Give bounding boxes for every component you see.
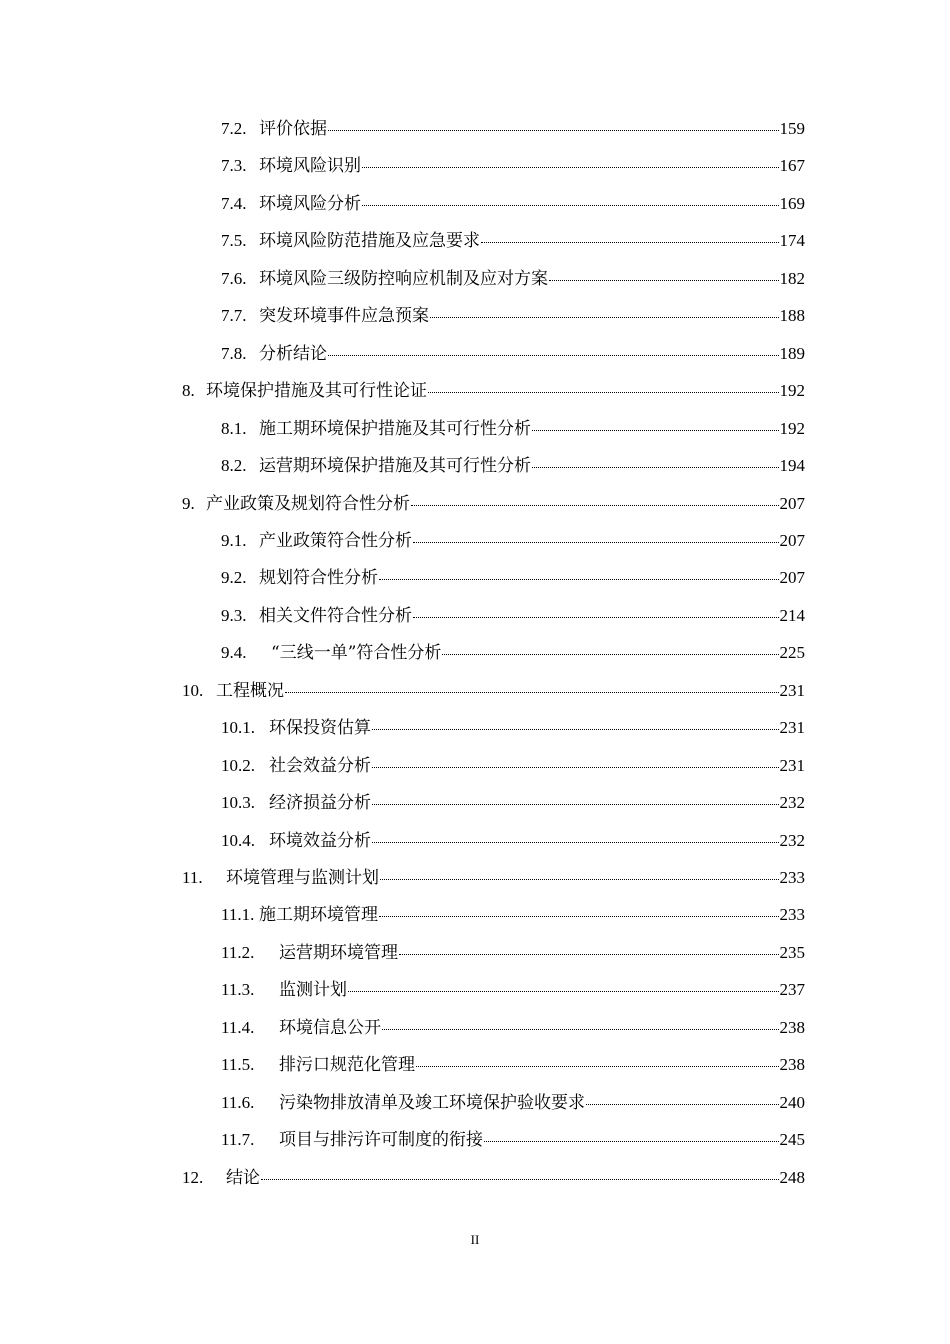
toc-dot-leader	[382, 1013, 779, 1033]
toc-entry-page-number: 192	[779, 419, 805, 438]
toc-entry-number: 10.4.	[221, 831, 255, 850]
toc-entry-title: 分析结论	[259, 344, 327, 364]
toc-entry-title: “三线一单”符合性分析	[271, 643, 442, 663]
toc-entry-page-number: 169	[779, 194, 805, 213]
toc-entry-number: 11.7.	[221, 1130, 255, 1149]
toc-entry-number: 9.	[182, 494, 195, 513]
toc-entry-title: 施工期环境管理	[259, 905, 378, 925]
toc-entry[interactable]	[221, 451, 805, 476]
toc-dot-leader	[430, 301, 779, 321]
toc-entry-title: 环境保护措施及其可行性论证	[206, 381, 427, 401]
toc-entry[interactable]	[221, 339, 805, 364]
toc-entry-title: 产业政策符合性分析	[259, 531, 412, 551]
toc-dot-leader	[379, 900, 779, 920]
toc-entry-number: 8.1.	[221, 419, 247, 438]
toc-entry-title: 环境风险防范措施及应急要求	[259, 231, 480, 251]
toc-dot-leader	[380, 863, 779, 883]
toc-entry-number: 9.1.	[221, 531, 247, 550]
toc-entry-page-number: 245	[779, 1130, 805, 1149]
toc-entry-page-number: 248	[779, 1168, 805, 1187]
toc-entry-title: 经济损益分析	[269, 793, 371, 813]
toc-entry-title: 社会效益分析	[269, 756, 371, 776]
toc-entry-number: 10.3.	[221, 793, 255, 812]
toc-dot-leader	[379, 563, 779, 583]
toc-dot-leader	[411, 489, 779, 509]
toc-entry-page-number: 231	[779, 718, 805, 737]
toc-dot-leader	[348, 975, 779, 995]
toc-entry[interactable]	[182, 863, 805, 888]
toc-dot-leader	[586, 1088, 779, 1108]
toc-entry-title: 运营期环境管理	[279, 943, 398, 963]
toc-entry-title: 结论	[226, 1168, 260, 1188]
toc-entry[interactable]	[221, 114, 805, 139]
toc-entry-page-number: 214	[779, 606, 805, 625]
toc-entry-title: 污染物排放清单及竣工环境保护验收要求	[279, 1093, 585, 1113]
toc-entry-number: 7.2.	[221, 119, 247, 138]
toc-entry-number: 7.8.	[221, 344, 247, 363]
toc-entry[interactable]	[221, 713, 805, 738]
toc-entry-number: 9.4.	[221, 643, 247, 662]
toc-entry-page-number: 174	[779, 231, 805, 250]
toc-entry-number: 11.3.	[221, 980, 255, 999]
toc-entry-title: 工程概况	[216, 681, 284, 701]
toc-dot-leader	[442, 638, 778, 658]
toc-entry-number: 9.3.	[221, 606, 247, 625]
toc-entry-page-number: 232	[779, 831, 805, 850]
toc-dot-leader	[481, 226, 779, 246]
toc-dot-leader	[328, 339, 779, 359]
toc-entry[interactable]	[221, 788, 805, 813]
toc-entry-number: 10.	[182, 681, 204, 700]
toc-dot-leader	[328, 114, 779, 134]
toc-entry[interactable]	[221, 526, 805, 551]
toc-dot-leader	[532, 414, 779, 434]
toc-entry-number: 7.6.	[221, 269, 247, 288]
toc-entry-title: 突发环境事件应急预案	[259, 306, 429, 326]
toc-entry-page-number: 231	[779, 681, 805, 700]
toc-entry[interactable]	[221, 1088, 805, 1113]
toc-entry[interactable]	[221, 414, 805, 439]
toc-entry-number: 9.2.	[221, 568, 247, 587]
toc-entry-page-number: 238	[779, 1018, 805, 1037]
toc-entry-page-number: 232	[779, 793, 805, 812]
toc-entry[interactable]	[221, 826, 805, 851]
toc-entry-page-number: 233	[779, 905, 805, 924]
toc-entry-number: 11.	[182, 868, 203, 887]
toc-entry-title: 排污口规范化管理	[279, 1055, 415, 1075]
toc-dot-leader	[413, 526, 779, 546]
toc-entry-number: 10.1.	[221, 718, 255, 737]
toc-entry-page-number: 188	[779, 306, 805, 325]
toc-entry[interactable]	[221, 563, 805, 588]
toc-entry[interactable]	[221, 1050, 805, 1075]
toc-entry[interactable]	[221, 189, 805, 214]
toc-entry-page-number: 194	[779, 456, 805, 475]
toc-entry-title: 环境风险识别	[259, 156, 361, 176]
toc-entry-title: 评价依据	[259, 119, 327, 139]
toc-dot-leader	[372, 788, 779, 808]
toc-entry[interactable]	[221, 601, 805, 626]
toc-entry[interactable]	[221, 151, 805, 176]
toc-entry[interactable]	[221, 1013, 805, 1038]
toc-entry-number: 11.5.	[221, 1055, 255, 1074]
toc-entry-title: 施工期环境保护措施及其可行性分析	[259, 419, 531, 439]
toc-entry-number: 11.4.	[221, 1018, 255, 1037]
toc-entry-page-number: 231	[779, 756, 805, 775]
toc-entry-page-number: 182	[779, 269, 805, 288]
toc-entry-number: 11.1.	[221, 905, 255, 924]
toc-entry[interactable]	[221, 301, 805, 326]
toc-entry-title: 环境效益分析	[269, 831, 371, 851]
toc-dot-leader	[484, 1125, 779, 1145]
toc-dot-leader	[362, 151, 779, 171]
toc-entry[interactable]	[182, 376, 805, 401]
toc-entry-page-number: 240	[779, 1093, 805, 1112]
toc-entry-title: 相关文件符合性分析	[259, 606, 412, 626]
toc-entry-page-number: 207	[779, 568, 805, 587]
toc-dot-leader	[372, 751, 779, 771]
toc-entry-page-number: 192	[779, 381, 805, 400]
page-footer-number: II	[470, 1232, 480, 1247]
toc-entry-number: 8.2.	[221, 456, 247, 475]
toc-entry[interactable]	[182, 489, 805, 514]
toc-dot-leader	[285, 676, 779, 696]
toc-entry-title: 环保投资估算	[269, 718, 371, 738]
toc-entry-page-number: 235	[779, 943, 805, 962]
toc-entry-title: 环境信息公开	[279, 1018, 381, 1038]
toc-entry[interactable]	[221, 1125, 805, 1150]
toc-entry[interactable]	[221, 264, 805, 289]
toc-dot-leader	[549, 264, 779, 284]
toc-entry-title: 规划符合性分析	[259, 568, 378, 588]
toc-entry[interactable]	[182, 1163, 805, 1188]
toc-entry-title: 环境风险三级防控响应机制及应对方案	[259, 269, 548, 289]
toc-entry-title: 环境风险分析	[259, 194, 361, 214]
toc-entry-number: 11.6.	[221, 1093, 255, 1112]
toc-dot-leader	[372, 826, 779, 846]
toc-entry-page-number: 207	[779, 531, 805, 550]
toc-dot-leader	[399, 938, 779, 958]
toc-entry[interactable]	[182, 676, 805, 701]
toc-entry[interactable]	[221, 638, 805, 663]
toc-entry-title: 监测计划	[279, 980, 347, 1000]
toc-entry-page-number: 233	[779, 868, 805, 887]
toc-entry-page-number: 159	[779, 119, 805, 138]
toc-entry-page-number: 189	[779, 344, 805, 363]
toc-entry[interactable]	[221, 751, 805, 776]
toc-entry-number: 10.2.	[221, 756, 255, 775]
toc-dot-leader	[413, 601, 779, 621]
toc-entry-number: 8.	[182, 381, 195, 400]
toc-entry[interactable]	[221, 938, 805, 963]
toc-entry-page-number: 238	[779, 1055, 805, 1074]
toc-entry-page-number: 167	[779, 156, 805, 175]
toc-entry-title: 环境管理与监测计划	[226, 868, 379, 888]
toc-entry[interactable]	[221, 226, 805, 251]
toc-entry-title: 项目与排污许可制度的衔接	[279, 1130, 483, 1150]
toc-entry-number: 7.3.	[221, 156, 247, 175]
toc-entry-page-number: 225	[779, 643, 805, 662]
toc-dot-leader	[362, 189, 779, 209]
toc-dot-leader	[372, 713, 779, 733]
toc-entry-number: 12.	[182, 1168, 204, 1187]
toc-dot-leader	[532, 451, 779, 471]
toc-entry[interactable]	[221, 900, 805, 925]
toc-entry-title: 产业政策及规划符合性分析	[206, 494, 410, 514]
toc-entry-number: 7.7.	[221, 306, 247, 325]
toc-dot-leader	[416, 1050, 779, 1070]
toc-entry-page-number: 237	[779, 980, 805, 999]
toc-entry-number: 7.4.	[221, 194, 247, 213]
toc-dot-leader	[428, 376, 779, 396]
toc-entry[interactable]	[221, 975, 805, 1000]
toc-entry-page-number: 207	[779, 494, 805, 513]
toc-entry-title: 运营期环境保护措施及其可行性分析	[259, 456, 531, 476]
toc-dot-leader	[261, 1163, 779, 1183]
toc-entry-number: 7.5.	[221, 231, 247, 250]
toc-entry-number: 11.2.	[221, 943, 255, 962]
